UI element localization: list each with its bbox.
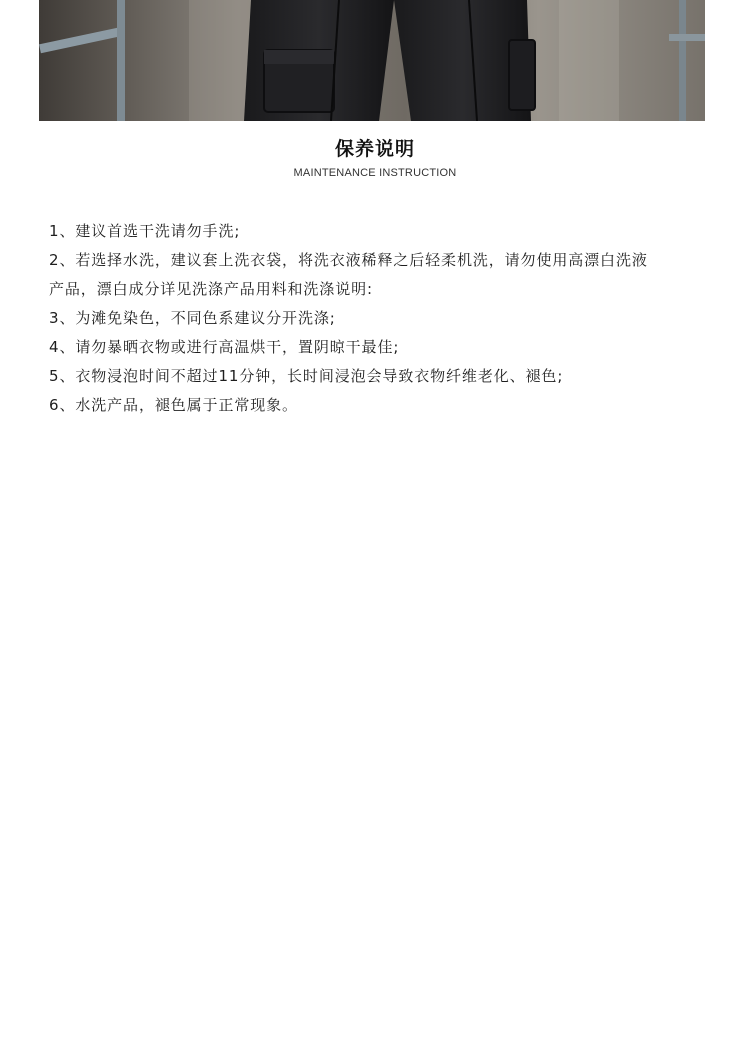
instruction-line: 5、衣物浸泡时间不超过11分钟，长时间浸泡会导致衣物纤维老化、褪色; (49, 367, 564, 385)
instruction-line: 产品，漂白成分详见洗涤产品用料和洗涤说明: (49, 280, 373, 298)
section-title: 保养说明 (334, 138, 415, 160)
instruction-line: 1、建议首选干洗请勿手洗; (49, 222, 241, 240)
instruction-line: 4、请勿暴晒衣物或进行高温烘干，置阴晾干最佳; (49, 338, 400, 356)
product-photo (39, 0, 705, 121)
instruction-list (49, 217, 709, 420)
section-subtitle: MAINTENANCE INSTRUCTION (293, 167, 457, 179)
instruction-line: 2、若选择水洗，建议套上洗衣袋，将洗衣液稀释之后轻柔机洗，请勿使用高漂白洗液 (49, 251, 648, 269)
section-heading (0, 136, 750, 180)
instruction-line: 3、为滩免染色，不同色系建议分开洗涤; (49, 309, 336, 327)
instruction-line: 6、水洗产品，褪色属于正常现象。 (49, 396, 298, 414)
product-photo-illustration (39, 0, 705, 121)
